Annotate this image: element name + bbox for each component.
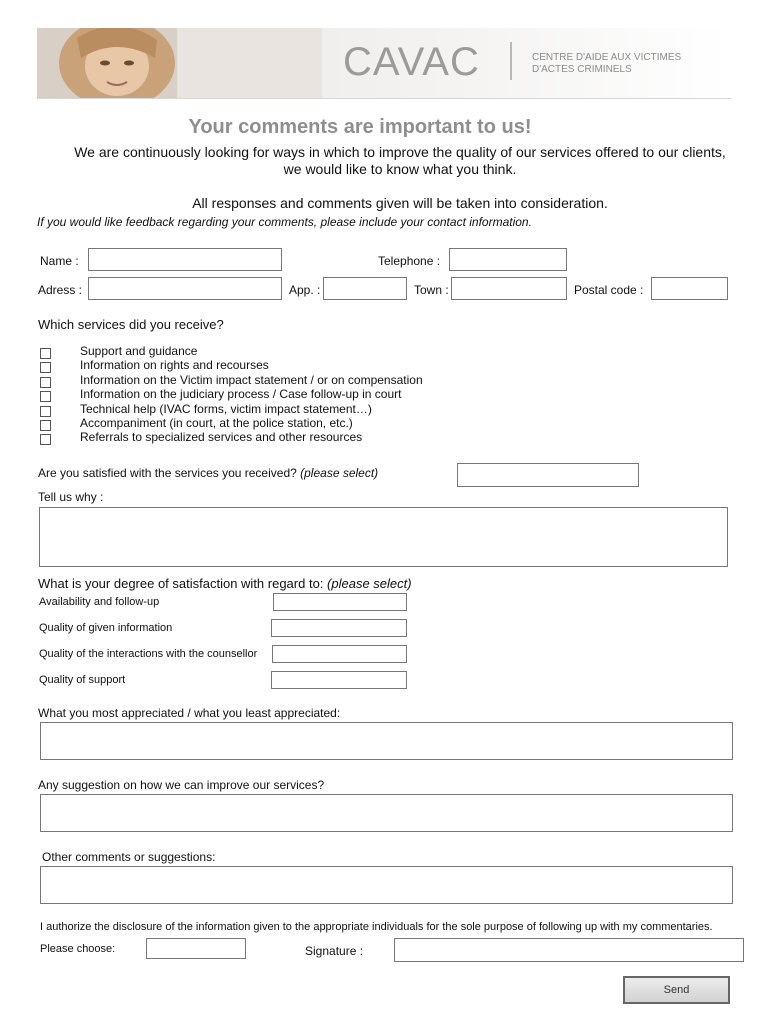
satisfied-question-text: Are you satisfied with the services you received?	[38, 466, 297, 480]
page-title: Your comments are important to us!	[188, 116, 532, 138]
suggestion-textarea[interactable]	[40, 794, 733, 832]
woman-photo-image	[37, 28, 322, 98]
postal-code-input[interactable]	[651, 277, 728, 300]
tell-why-textarea[interactable]	[39, 507, 728, 567]
logo-subtitle	[532, 52, 681, 76]
service-label: Accompaniment (in court, at the police station, etc.)	[80, 416, 353, 430]
service-checkbox[interactable]	[40, 391, 51, 402]
suggestion-label: Any suggestion on how we can improve our services?	[38, 778, 325, 792]
app-input[interactable]	[323, 277, 407, 300]
satisfied-question	[38, 466, 378, 480]
degree-select-support[interactable]	[271, 671, 407, 689]
degree-select-information[interactable]	[271, 619, 407, 637]
intro-line-3: All responses and comments given will be taken into consideration.	[192, 195, 608, 211]
address-input[interactable]	[88, 277, 282, 300]
logo-subtitle-line2: D'ACTES CRIMINELS	[532, 64, 632, 75]
service-label: Technical help (IVAC forms, victim impact statement…)	[80, 402, 372, 416]
service-checkbox[interactable]	[40, 420, 51, 431]
degree-select-availability[interactable]	[273, 593, 407, 611]
telephone-input[interactable]	[449, 248, 567, 271]
service-label: Referrals to specialized services and other resources	[80, 430, 363, 444]
send-button[interactable]: Send	[623, 976, 730, 1004]
appreciated-textarea[interactable]	[40, 722, 733, 760]
service-label: Information on the judiciary process / Case follow-up in court	[80, 387, 402, 401]
telephone-label: Telephone :	[378, 254, 441, 268]
satisfied-select[interactable]	[457, 463, 639, 487]
app-label: App. :	[289, 283, 321, 297]
degree-question	[38, 576, 412, 591]
authorize-select[interactable]	[146, 938, 246, 959]
degree-question-hint: (please select)	[327, 576, 412, 591]
service-label: Support and guidance	[80, 344, 198, 358]
service-checkbox[interactable]	[40, 348, 51, 359]
degree-select-counsellor[interactable]	[272, 645, 407, 663]
authorize-text: I authorize the disclosure of the information given to the appropriate individuals for the sole purpose of following up with my commentaries.	[40, 921, 713, 933]
intro-line-2: we would like to know what you think.	[283, 161, 517, 177]
service-label: Information on rights and recourses	[80, 358, 269, 372]
degree-item-label: Quality of given information	[39, 622, 173, 634]
town-input[interactable]	[451, 277, 567, 300]
intro-text	[40, 144, 760, 178]
logo-divider	[510, 42, 512, 80]
name-input[interactable]	[88, 248, 282, 271]
header-photo	[37, 28, 322, 98]
degree-item-label: Quality of the interactions with the counsellor	[39, 648, 258, 660]
please-choose-label: Please choose:	[40, 943, 116, 955]
other-comments-label: Other comments or suggestions:	[42, 850, 216, 864]
town-label: Town :	[414, 283, 449, 297]
service-checkbox[interactable]	[40, 406, 51, 417]
service-checkbox[interactable]	[40, 434, 51, 445]
services-question: Which services did you receive?	[38, 317, 224, 332]
signature-input[interactable]	[394, 938, 744, 962]
degree-item-label: Quality of support	[39, 674, 126, 686]
satisfied-question-hint: (please select)	[300, 466, 379, 480]
name-label: Name :	[40, 254, 79, 268]
degree-item-label: Availability and follow-up	[39, 596, 160, 608]
other-comments-textarea[interactable]	[40, 866, 733, 904]
tell-why-label: Tell us why :	[38, 490, 104, 504]
address-label: Adress :	[38, 283, 83, 297]
postal-code-label: Postal code :	[574, 283, 644, 297]
cavac-logo: CAVAC	[343, 40, 480, 84]
degree-question-text: What is your degree of satisfaction with regard to:	[38, 576, 324, 591]
intro-line-1: We are continuously looking for ways in which to improve the quality of our services offered to our clients,	[74, 144, 726, 160]
signature-label: Signature :	[305, 944, 364, 958]
appreciated-label: What you most appreciated / what you least appreciated:	[38, 706, 341, 720]
service-label: Information on the Victim impact statement / or on compensation	[80, 373, 423, 387]
service-checkbox[interactable]	[40, 377, 51, 388]
logo-subtitle-line1: CENTRE D'AIDE AUX VICTIMES	[532, 52, 682, 63]
service-checkbox[interactable]	[40, 362, 51, 373]
contact-note: If you would like feedback regarding your comments, please include your contact information.	[37, 215, 532, 229]
